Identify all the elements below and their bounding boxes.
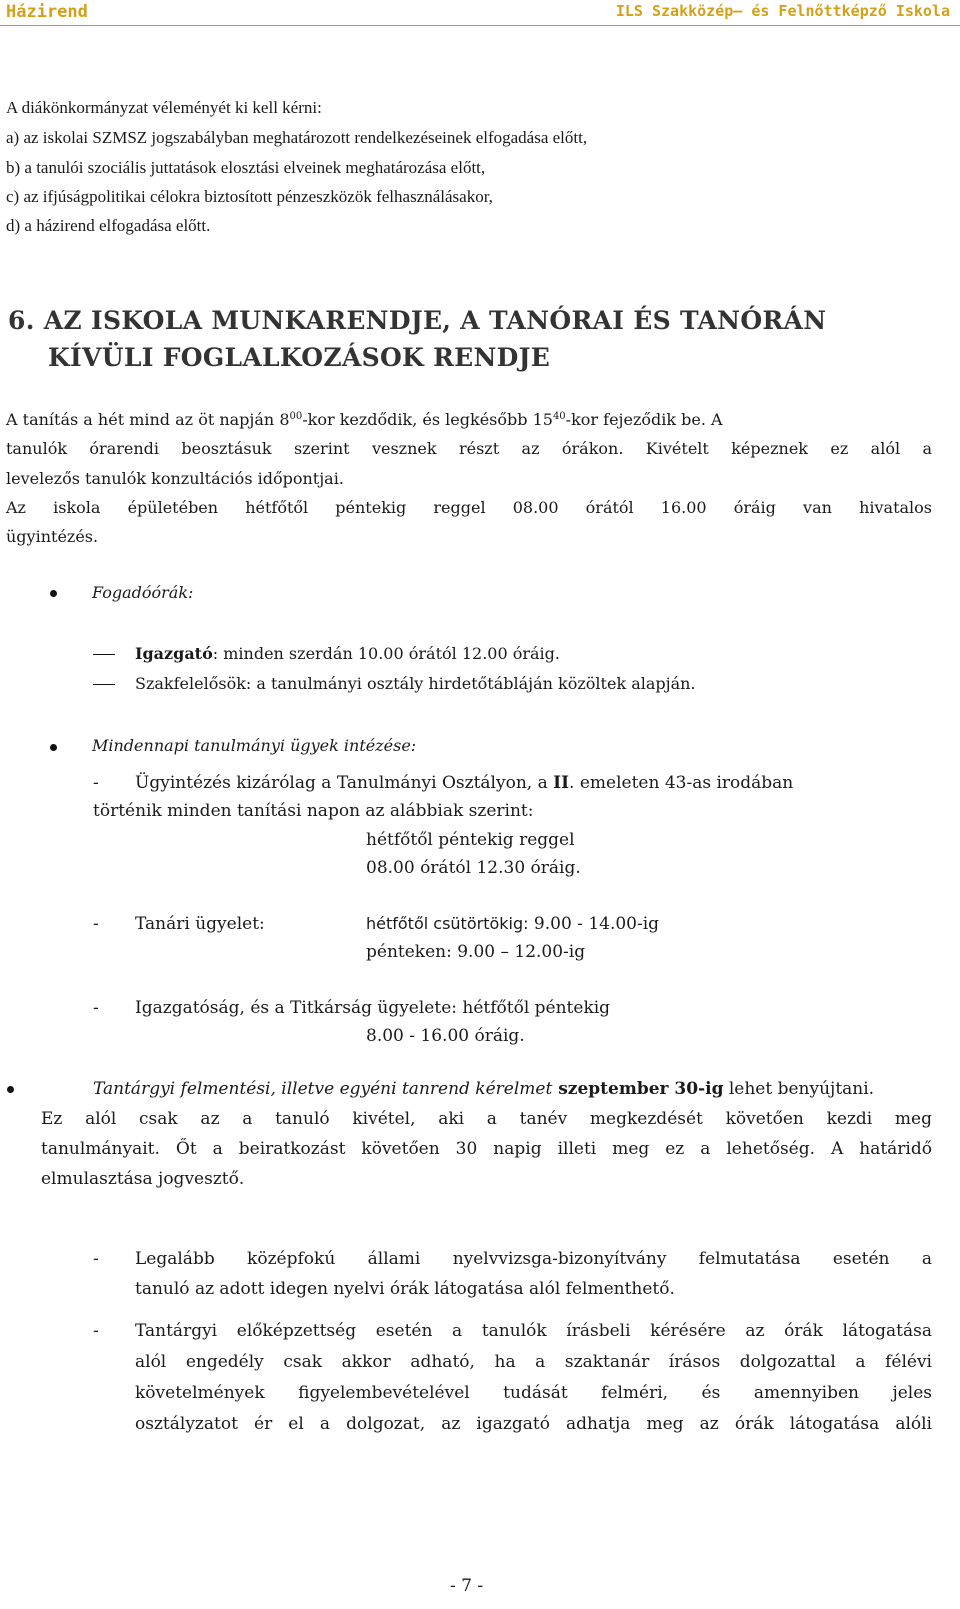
tanari-label: Tanári ügyelet: — [135, 914, 265, 934]
dash-text: - — [93, 998, 99, 1018]
intro-item-a: a) az iskolai SZMSZ jogszabályban meghatározott rendelkezéseinek elfogadása előtt, — [6, 128, 588, 147]
felmentes-line1: Tantárgyi felmentési, illetve egyéni tanrend kérelmet szeptember 30-ig lehet benyújtani. — [93, 1079, 875, 1099]
bullet-icon — [7, 1086, 14, 1093]
para1-line4: Az iskola épületében hétfőtől péntekig reggel 08.00 órától 16.00 óráig van hivatalos — [6, 498, 932, 517]
fogado-heading: Fogadóórák: — [92, 583, 194, 602]
igazgatosag-line1: Igazgatóság, és a Titkárság ügyelete: hétfőtől péntekig — [135, 998, 611, 1018]
header-divider — [0, 25, 960, 26]
mindennapi-line3: hétfőtől péntekig reggel — [366, 830, 575, 850]
intro-item-b: b) a tanulói szociális juttatások elosztási elveinek meghatározása előtt, — [6, 158, 486, 177]
tanari-line1: hétfőtől csütörtökig: 9.00 - 14.00-ig — [366, 914, 660, 934]
header-school-name: ILS Szakközép– és Felnőttképző Iskola — [615, 2, 950, 20]
bullet-icon — [50, 744, 57, 751]
mindennapi-line1: Ügyintézés kizárólag a Tanulmányi Osztályon, a II. emeleten 43-as irodában — [135, 773, 794, 793]
igazgatosag-line2: 8.00 - 16.00 óráig. — [366, 1026, 525, 1046]
page-number: - 7 - — [450, 1576, 484, 1596]
felmentes-line3: tanulmányait. Őt a beiratkozást követően 30 napig illeti meg ez a lehetőség. A határidő — [41, 1139, 932, 1159]
section-title-line2: KÍVÜLI FOGLALKOZÁSOK RENDJE — [48, 343, 551, 372]
dash-icon — [93, 684, 115, 685]
list2-item-b-line3: követelmények figyelembevételével tudását felméri, és amennyiben jeles — [135, 1383, 932, 1403]
para1-line1: A tanítás a hét mind az öt napján $8^{00}$-kor kezdődik, és legkésőbb $15^{40}$-kor fejeződik be. A — [6, 410, 723, 429]
header-doc-title: Házirend — [6, 2, 88, 22]
fogado-item-szakfelelosok: Szakfelelősök: a tanulmányi osztály hirdetőtábláján közöltek alapján. — [135, 674, 696, 693]
page-header — [0, 0, 960, 26]
list2-item-b-line4: osztályzatot ér el a dolgozat, az igazgató adhatja meg az órák látogatása alóli — [135, 1414, 932, 1434]
intro-item-c: c) az ifjúságpolitikai célokra biztosított pénzeszközök felhasználásakor, — [6, 187, 493, 206]
felmentes-line2: Ez alól csak az a tanuló kivétel, aki a tanév megkezdését követően kezdi meg — [41, 1109, 932, 1129]
felmentes-line4: elmulasztása jogvesztő. — [41, 1169, 245, 1189]
bullet-icon — [50, 590, 57, 597]
mindennapi-line2: történik minden tanítási napon az alábbiak szerint: — [93, 801, 534, 821]
list2-item-b-line1: Tantárgyi előképzettség esetén a tanulók írásbeli kérésére az órák látogatása — [135, 1321, 932, 1341]
para1-line5: ügyintézés. — [6, 527, 99, 546]
mindennapi-line4: 08.00 órától 12.30 óráig. — [366, 858, 581, 878]
tanari-line2: pénteken: 9.00 – 12.00-ig — [366, 942, 586, 962]
intro-item-d: d) a házirend elfogadása előtt. — [6, 216, 211, 235]
para1-line3: levelezős tanulók konzultációs időpontjai. — [6, 469, 344, 488]
list2-item-a-line1: Legalább középfokú állami nyelvvizsga-bizonyítvány felmutatása esetén a — [135, 1249, 932, 1269]
intro-line: A diákönkormányzat véleményét ki kell kérni: — [6, 98, 322, 117]
para1-line2: tanulók órarendi beosztásuk szerint vesznek részt az órákon. Kivételt képeznek ez alól a — [6, 439, 932, 458]
section-title-line1: 6. AZ ISKOLA MUNKARENDJE, A TANÓRAI ÉS TANÓRÁN — [8, 306, 827, 335]
mindennapi-heading: Mindennapi tanulmányi ügyek intézése: — [92, 736, 417, 755]
list2-item-b-line2: alól engedély csak akkor adható, ha a szaktanár írásos dolgozattal a félévi — [135, 1352, 932, 1372]
dash-text: - — [93, 1249, 99, 1269]
dash-text: - — [93, 773, 99, 793]
fogado-item-igazgato: Igazgató: minden szerdán 10.00 órától 12.00 óráig. — [135, 644, 560, 663]
list2-item-a-line2: tanuló az adott idegen nyelvi órák látogatása alól felmenthető. — [135, 1279, 675, 1299]
dash-text: - — [93, 914, 99, 934]
dash-text: - — [93, 1321, 99, 1341]
dash-icon — [93, 654, 115, 655]
